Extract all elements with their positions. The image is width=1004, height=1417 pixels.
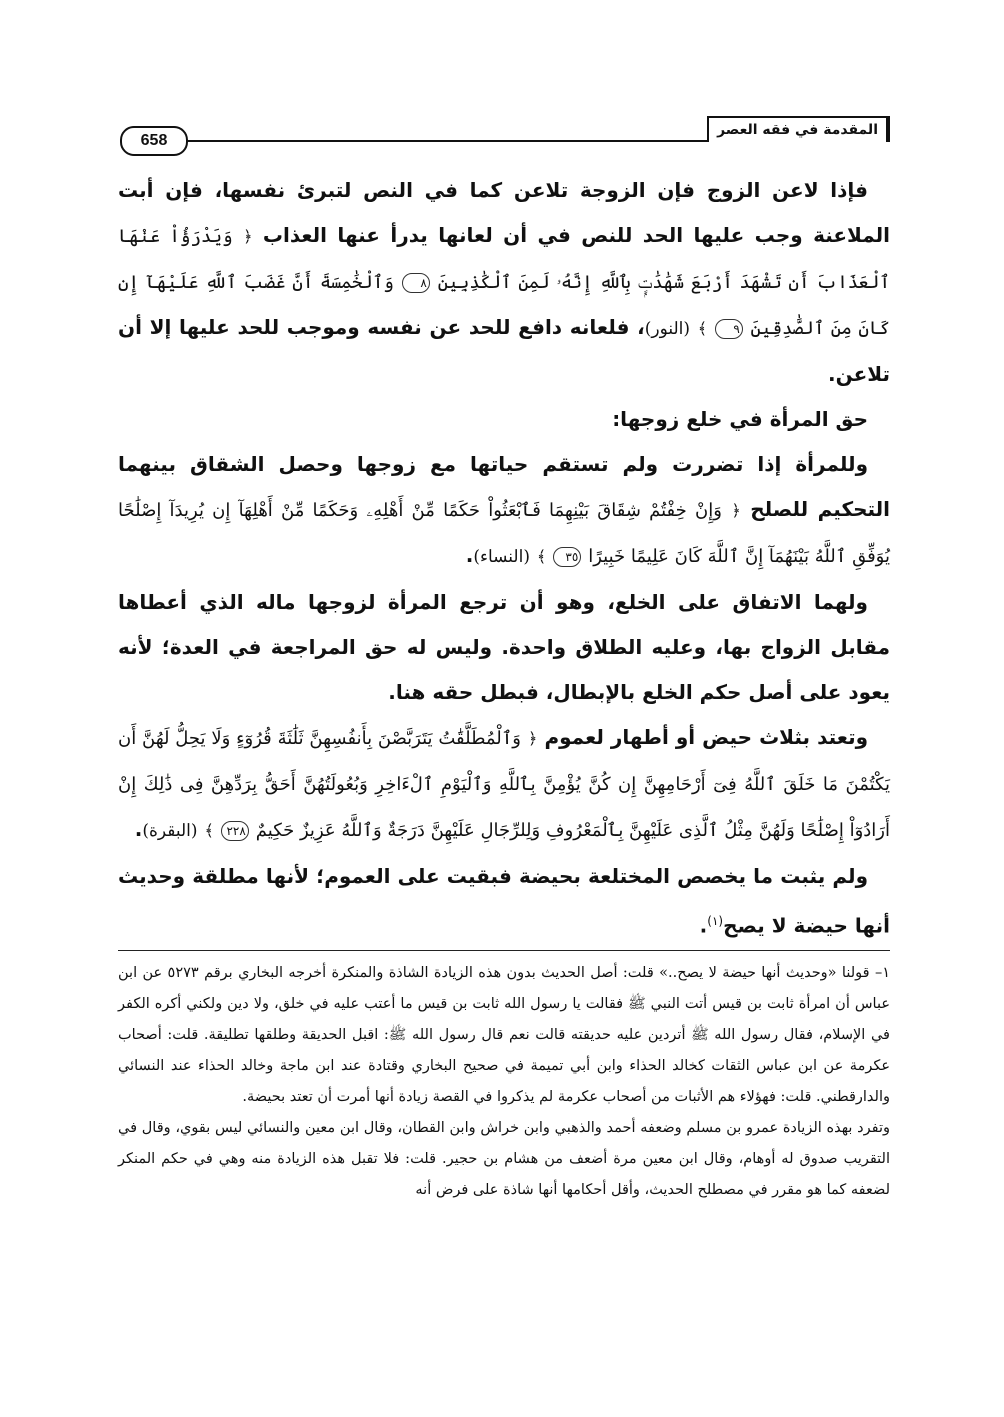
paragraph-text: ، فلعانه دافع للحد عن نفسه وموجب للحد عليها إلا أن تلاعن. — [118, 315, 890, 386]
footnotes — [118, 958, 890, 1206]
quran-verse: وَٱلْخَٰمِسَةَ أَنَّ غَضَبَ ٱللَّهِ عَلَيْهَآ إِن كَانَ مِنَ ٱلصَّٰدِقِينَ — [118, 272, 890, 339]
paragraph-khul — [118, 580, 890, 715]
footnote-separator — [118, 950, 890, 951]
paragraph-text: وتعتد بثلاث حيض أو أطهار لعموم — [544, 725, 869, 749]
ayah-number: ٢٢٨ — [221, 821, 249, 841]
quran-close-bracket: ﴾ — [536, 547, 547, 566]
paragraph-arbitration — [118, 442, 890, 580]
quran-close-bracket: ﴾ — [697, 319, 708, 338]
page-number: 658 — [120, 126, 188, 156]
ayah-number: ٩ — [715, 319, 743, 339]
book-title: المقدمة في فقه العصر — [707, 116, 890, 142]
period: . — [699, 913, 708, 938]
paragraph-text: فإذا لاعن الزوج فإن الزوجة تلاعن كما في النص لتبرئ نفسها، فإن أبت الملاعنة وجب عليها الحد للنص في أن لعانها يدرأ عنها العذاب — [118, 178, 890, 247]
surah-reference: (البقرة) — [142, 821, 198, 841]
paragraph-lian — [118, 168, 890, 397]
quran-verse: وَيَدْرَؤُاْ عَنْهَا ٱلْعَذَابَ أَن تَشْهَدَ أَرْبَعَ شَهَٰدَٰتٍۭ بِٱللَّهِ إِنَّهُۥ لَمِنَ ٱلْكَٰذِبِينَ — [118, 226, 890, 293]
quran-verse: وَإِنْ خِفْتُمْ شِقَاقَ بَيْنِهِمَا فَٱبْعَثُواْ حَكَمًا مِّنْ أَهْلِهِۦ وَحَكَمًا مِّنْ أَهْلِهَآ إِن يُرِيدَآ إِصْلَٰحًا يُوَفِّقِ ٱللَّهُ بَيْنَهُمَآ إِنَّ ٱللَّهَ كَانَ عَلِيمًا خَبِيرًا — [118, 500, 890, 567]
ayah-number: ٣٥ — [553, 547, 581, 567]
period: . — [134, 817, 143, 841]
paragraph-text: وللمرأة إذا تضررت ولم تستقم حياتها مع زوجها وحصل الشقاق بينهما التحكيم للصلح — [118, 452, 891, 521]
footnote-1-continued: وتفرد بهذه الزيادة عمرو بن مسلم وضعفه أحمد والذهبي وابن خراش وابن القطان، وقال ابن معين والنسائي ليس بقوي، وقال في التقريب صدوق له أوهام، وقال ابن معين مرة أضعف من هشام بن حجير. قلت: فلا تقبل هذه الزيادة منه وهي في حكم المنكر لضعفه كما هو مقرر في مصطلح الحديث، وأقل أحكامها أنها شاذة على فرض أنه — [118, 1120, 890, 1198]
paragraph-text: ولهما الاتفاق على الخلع، وهو أن ترجع المرأة لزوجها ماله الذي أعطاها مقابل الزواج بها، وعليه الطلاق واحدة. وليس له حق المراجعة في العدة؛ لأنه يعود على أصل حكم الخلع بالإبطال، فبطل حقه هنا. — [118, 590, 890, 704]
paragraph-text: ولم يثبت ما يخصص المختلعة بحيضة فبقيت على العموم؛ لأنها مطلقة وحديث أنها حيضة لا يصح — [118, 864, 890, 938]
section-heading: حق المرأة في خلع زوجها: — [612, 407, 868, 431]
quran-open-bracket: ﴿ — [731, 501, 741, 520]
quran-open-bracket: ﴿ — [243, 227, 253, 246]
quran-open-bracket: ﴿ — [528, 729, 538, 748]
main-text — [118, 168, 890, 949]
surah-reference: (النساء) — [473, 547, 530, 567]
footnote-1: ١– قولنا «وحديث أنها حيضة لا يصح..» قلت: أصل الحديث بدون هذه الزيادة الشاذة والمنكرة أخرجه البخاري برقم ٥٢٧٣ عن ابن عباس أن امرأة ثابت بن قيس أتت النبي ﷺ فقالت يا رسول الله ثابت بن قيس ما أعتب عليه في خلق، ولا دين ولكني أكره الكفر في الإسلام، فقال رسول الله ﷺ أتردين عليه حديقته قالت نعم قال رسول الله ﷺ: اقبل الحديقة وطلقها تطليقة. قلت: أصحاب عكرمة عن ابن عباس الثقات كخالد الحذاء وابن أبي تميمة في صحيح البخاري وقتادة عند ابن ماجة وخالد الحذاء عند النسائي والدارقطني. قلت: فهؤلاء هم الأثبات من أصحاب عكرمة لم يذكروا في القصة زيادة أنها أمرت أن تعتد بحيضة. — [118, 965, 891, 1105]
paragraph-iddah — [118, 715, 890, 854]
footnote-reference[interactable]: (١) — [707, 914, 724, 928]
period: . — [465, 543, 474, 567]
quran-verse: وَٱلْمُطَلَّقَٰتُ يَتَرَبَّصْنَ بِأَنفُسِهِنَّ ثَلَٰثَةَ قُرُوٓءٍ وَلَا يَحِلُّ لَهُنَّ أَن يَكْتُمْنَ مَا خَلَقَ ٱللَّهُ فِىٓ أَرْحَامِهِنَّ إِن كُنَّ يُؤْمِنَّ بِٱللَّهِ وَٱلْيَوْمِ ٱلْءَاخِرِ وَبُعُولَتُهُنَّ أَحَقُّ بِرَدِّهِنَّ فِى ذَٰلِكَ إِنْ أَرَادُوٓاْ إِصْلَٰحًا وَلَهُنَّ مِثْلُ ٱلَّذِى عَلَيْهِنَّ بِٱلْمَعْرُوفِ وَلِلرِّجَالِ عَلَيْهِنَّ دَرَجَةٌ وَٱللَّهُ عَزِيزٌ حَكِيمٌ — [118, 728, 890, 841]
ayah-number: ٨ — [402, 273, 430, 293]
quran-close-bracket: ﴾ — [204, 821, 214, 840]
surah-reference: (النور) — [644, 319, 691, 339]
paragraph-hadith — [118, 854, 890, 949]
page-header — [120, 116, 890, 150]
